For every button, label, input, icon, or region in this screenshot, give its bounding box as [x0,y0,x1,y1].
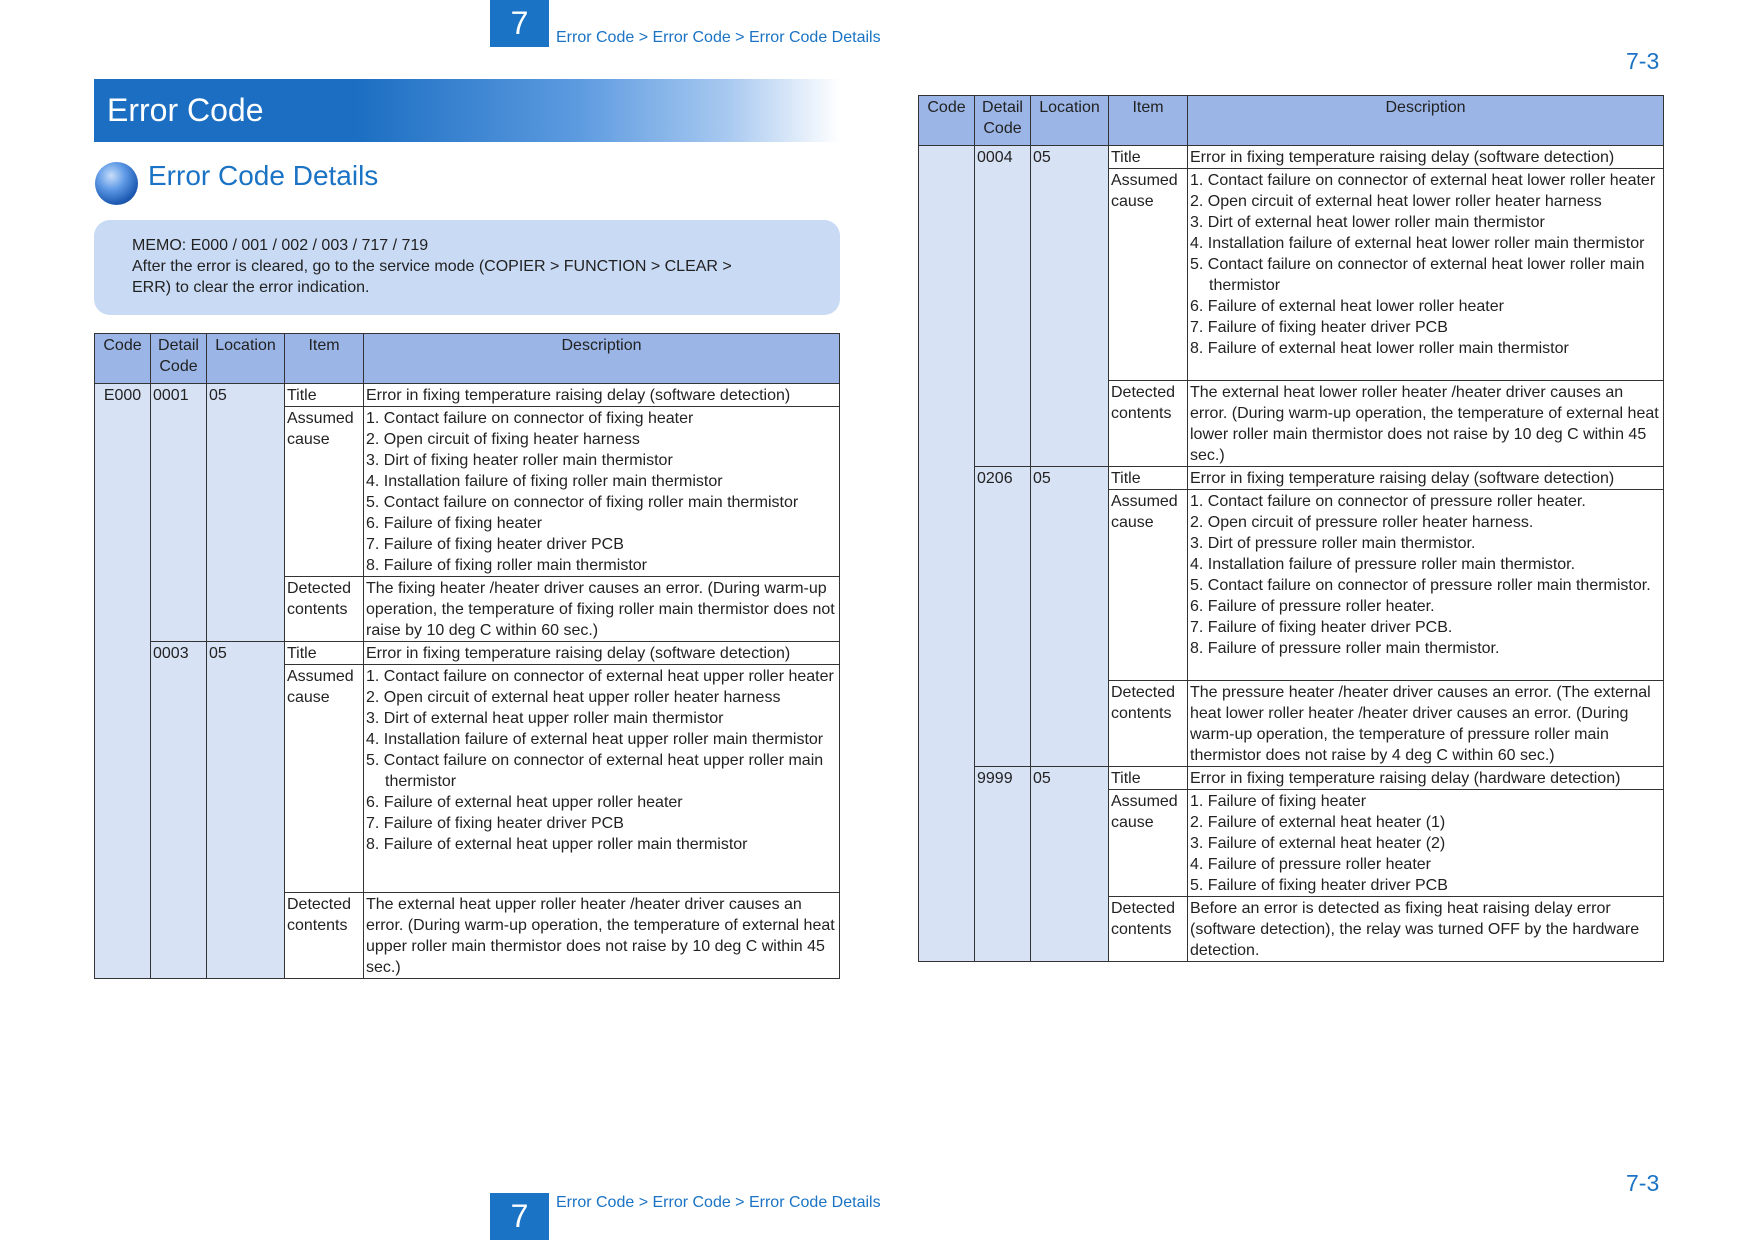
error-code-cell [919,146,975,962]
chapter-number-badge: 7 [490,0,549,47]
list-item: 5. Failure of fixing heater driver PCB [1190,877,1448,894]
list-item: 4. Installation failure of external heat upper roller main thermistor [366,731,824,748]
detected-cell: Before an error is detected as fixing heat raising delay error (software detection), the relay was turned OFF by the hardware detection. [1188,897,1664,962]
location-cell: 05 [207,642,285,979]
detail-code-cell: 9999 [975,767,1031,962]
item-label: Assumed cause [285,407,364,577]
list-item: 6. Failure of external heat lower roller heater [1190,298,1504,315]
column-header-item: Item [285,334,364,384]
footer-chapter-number-badge: 7 [490,1193,549,1240]
table-row [919,467,1664,490]
detected-cell: The fixing heater /heater driver causes an error. (During warm-up operation, the temperature of fixing roller main thermistor does not raise by 10 deg C within 60 sec.) [364,577,840,642]
list-item: 5. Contact failure on connector of external heat upper roller main thermistor [366,752,824,790]
column-header-description: Description [364,334,840,384]
list-item: 5. Contact failure on connector of external heat lower roller main thermistor [1190,256,1645,294]
list-item: 2. Open circuit of external heat lower roller heater harness [1190,193,1602,210]
error-table-right [918,95,1664,962]
item-label: Detected contents [1109,897,1188,962]
title-cell: Error in fixing temperature raising delay (hardware detection) [1188,767,1664,790]
column-header-location: Location [1031,96,1109,146]
detail-code-cell: 0003 [151,642,207,979]
detail-code-cell: 0004 [975,146,1031,467]
table-row [919,146,1664,169]
list-item: 6. Failure of fixing heater [366,515,543,532]
table-row [95,642,840,665]
column-header-description: Description [1188,96,1664,146]
breadcrumb[interactable]: Error Code > Error Code > Error Code Details [556,29,881,46]
list-item: 8. Failure of fixing roller main thermistor [366,557,647,574]
column-header-detail-code: Detail Code [975,96,1031,146]
list-item: 5. Contact failure on connector of pressure roller main thermistor. [1190,577,1651,594]
list-item: 3. Dirt of fixing heater roller main thermistor [366,452,673,469]
list-item: 8. Failure of pressure roller main thermistor. [1190,640,1500,657]
cause-list-cell [1188,790,1664,897]
detected-cell: The external heat lower roller heater /heater driver causes an error. (During warm-up operation, the temperature of external heat lower roller main thermistor does not raise by 10 deg C within 45 sec.) [1188,381,1664,467]
list-item: 8. Failure of external heat lower roller main thermistor [1190,340,1569,357]
cause-list [366,408,837,576]
footer-page-number: 7-3 [1626,1170,1660,1196]
list-item: 7. Failure of fixing heater driver PCB [366,536,624,553]
item-label: Detected contents [285,893,364,979]
item-label: Assumed cause [285,665,364,893]
item-label: Assumed cause [1109,490,1188,681]
cause-list [1190,791,1661,896]
column-header-code: Code [919,96,975,146]
section-title-banner: Error Code [94,79,840,142]
list-item: 1. Contact failure on connector of fixing heater [366,410,694,427]
list-item: 2. Open circuit of pressure roller heater harness. [1190,514,1534,531]
footer-breadcrumb[interactable]: Error Code > Error Code > Error Code Details [556,1194,881,1211]
list-item: 2. Failure of external heat heater (1) [1190,814,1446,831]
cause-list-cell [1188,490,1664,681]
list-item: 3. Failure of external heat heater (2) [1190,835,1446,852]
cause-list [1190,491,1661,659]
list-item: 4. Failure of pressure roller heater [1190,856,1431,873]
list-item: 4. Installation failure of fixing roller main thermistor [366,473,723,490]
memo-heading: MEMO: E000 / 001 / 002 / 003 / 717 / 719 [132,237,429,254]
list-item: 3. Dirt of pressure roller main thermistor. [1190,535,1476,552]
subsection-title: Error Code Details [148,160,379,191]
column-header-code: Code [95,334,151,384]
detected-cell: The pressure heater /heater driver causes an error. (The external heat lower roller heater /heater driver causes an error. (During warm-up operation, the temperature of pressure roller main thermistor does not raise by 4 deg C within 60 sec.) [1188,681,1664,767]
item-label: Title [1109,146,1188,169]
list-item: 6. Failure of external heat upper roller heater [366,794,683,811]
location-cell: 05 [207,384,285,642]
memo-box [94,220,840,315]
list-item: 3. Dirt of external heat upper roller main thermistor [366,710,724,727]
list-item: 7. Failure of fixing heater driver PCB. [1190,619,1453,636]
item-label: Detected contents [285,577,364,642]
list-item: 2. Open circuit of fixing heater harness [366,431,640,448]
item-label: Detected contents [1109,381,1188,467]
list-item: 4. Installation failure of pressure roller main thermistor. [1190,556,1576,573]
list-item: 3. Dirt of external heat lower roller main thermistor [1190,214,1545,231]
cause-list [366,666,837,855]
item-label: Title [285,642,364,665]
column-header-detail-code: Detail Code [151,334,207,384]
table-row [95,384,840,407]
bullet-sphere-icon [95,162,138,205]
detail-code-cell: 0206 [975,467,1031,767]
column-header-item: Item [1109,96,1188,146]
item-label: Title [1109,467,1188,490]
location-cell: 05 [1031,467,1109,767]
item-label: Detected contents [1109,681,1188,767]
page-number: 7-3 [1626,48,1660,74]
item-label: Assumed cause [1109,169,1188,381]
cause-list-cell [364,407,840,577]
list-item: 6. Failure of pressure roller heater. [1190,598,1435,615]
detail-code-cell: 0001 [151,384,207,642]
item-label: Title [1109,767,1188,790]
list-item: 7. Failure of fixing heater driver PCB [1190,319,1448,336]
list-item: 1. Contact failure on connector of external heat upper roller heater [366,668,834,685]
title-cell: Error in fixing temperature raising delay (software detection) [1188,467,1664,490]
cause-list [1190,170,1661,359]
list-item: 8. Failure of external heat upper roller main thermistor [366,836,748,853]
cause-list-cell [1188,169,1664,381]
list-item: 1. Contact failure on connector of external heat lower roller heater [1190,172,1656,189]
error-code-cell: E000 [95,384,151,979]
location-cell: 05 [1031,767,1109,962]
memo-text: After the error is cleared, go to the service mode (COPIER > FUNCTION > CLEAR > ERR) to clear the error indication. [132,258,732,296]
list-item: 5. Contact failure on connector of fixing roller main thermistor [366,494,799,511]
title-cell: Error in fixing temperature raising delay (software detection) [364,642,840,665]
list-item: 4. Installation failure of external heat lower roller main thermistor [1190,235,1645,252]
item-label: Title [285,384,364,407]
item-label: Assumed cause [1109,790,1188,897]
cause-list-cell [364,665,840,893]
column-header-location: Location [207,334,285,384]
table-row [919,767,1664,790]
location-cell: 05 [1031,146,1109,467]
list-item: 1. Failure of fixing heater [1190,793,1367,810]
list-item: 2. Open circuit of external heat upper roller heater harness [366,689,781,706]
error-table-left [94,333,840,979]
title-cell: Error in fixing temperature raising delay (software detection) [364,384,840,407]
title-cell: Error in fixing temperature raising delay (software detection) [1188,146,1664,169]
list-item: 1. Contact failure on connector of pressure roller heater. [1190,493,1586,510]
list-item: 7. Failure of fixing heater driver PCB [366,815,624,832]
detected-cell: The external heat upper roller heater /heater driver causes an error. (During warm-up operation, the temperature of external heat upper roller main thermistor does not raise by 10 deg C within 45 sec.) [364,893,840,979]
